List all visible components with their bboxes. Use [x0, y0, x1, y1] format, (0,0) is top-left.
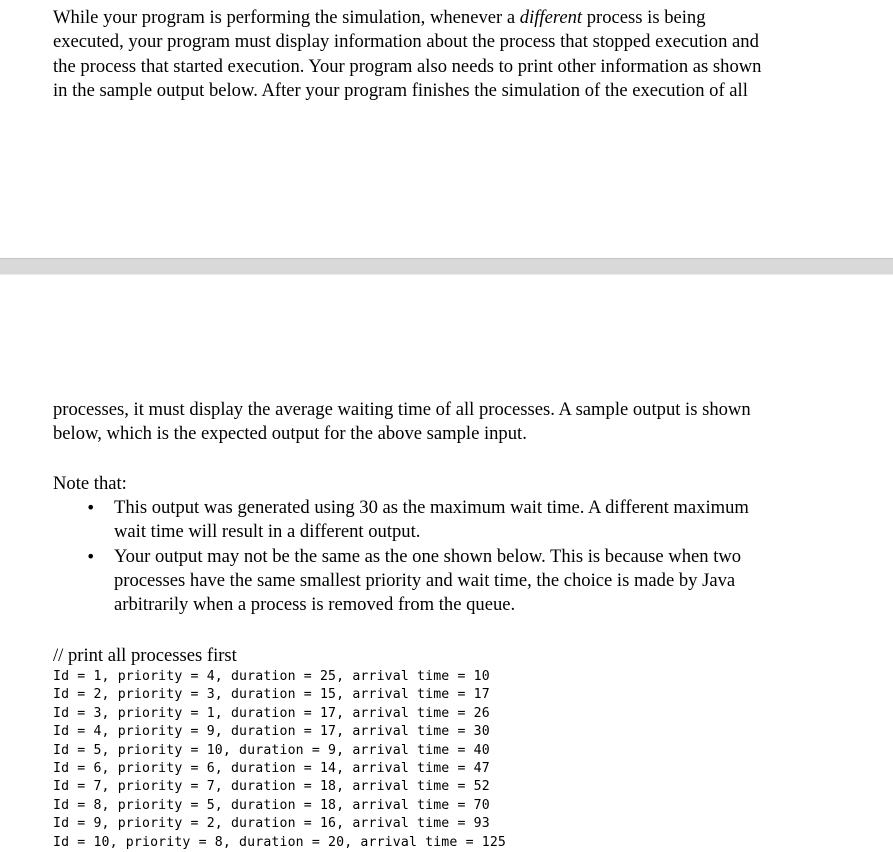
text-run: While your program is performing the simulation, whenever a — [53, 7, 520, 28]
code-line: Id = 4, priority = 9, duration = 17, arrival time = 30 — [53, 724, 490, 740]
bullet-line: wait time will result in a different output. — [114, 521, 421, 543]
note-label: Note that: — [53, 473, 127, 494]
paragraph-line: below, which is the expected output for the above sample input. — [53, 423, 527, 445]
code-line: Id = 10, priority = 8, duration = 20, arrival time = 125 — [53, 834, 507, 850]
bullet-marker: • — [86, 546, 96, 566]
code-line: Id = 7, priority = 7, duration = 18, arrival time = 52 — [53, 779, 490, 795]
code-line: Id = 9, priority = 2, duration = 16, arrival time = 93 — [53, 816, 490, 832]
text-run: process is being — [582, 7, 706, 28]
code-line: Id = 8, priority = 5, duration = 18, arrival time = 70 — [53, 797, 490, 813]
emphasized-word: different — [519, 7, 583, 28]
code-line: Id = 1, priority = 4, duration = 25, arrival time = 10 — [53, 669, 490, 684]
code-line: Id = 3, priority = 1, duration = 17, arrival time = 26 — [53, 705, 490, 721]
paragraph-line: in the sample output below. After your program finishes the simulation of the execution of all — [53, 79, 748, 101]
paragraph-line: processes, it must display the average waiting time of all processes. A sample output is shown — [53, 399, 751, 420]
code-comment: // print all processes first — [53, 645, 237, 666]
paragraph-line: the process that started execution. Your program also needs to print other information as shown — [53, 55, 762, 77]
code-line: Id = 5, priority = 10, duration = 9, arrival time = 40 — [53, 742, 490, 758]
bullet-line: arbitrarily when a process is removed from the queue. — [114, 594, 516, 616]
paragraph-simulation-output — [53, 6, 833, 103]
bullet-marker: • — [86, 498, 96, 517]
note-bullet-item — [53, 545, 853, 618]
code-line: Id = 6, priority = 6, duration = 14, arrival time = 47 — [53, 760, 490, 776]
page-separator — [0, 258, 893, 275]
code-line: Id = 2, priority = 3, duration = 15, arrival time = 17 — [53, 687, 490, 703]
paragraph-line: executed, your program must display information about the process that stopped execution and — [53, 31, 759, 53]
paragraph-line — [53, 6, 833, 30]
paragraph-average-waiting-time — [53, 398, 833, 447]
bullet-line: This output was generated using 30 as the maximum wait time. A different maximum — [114, 497, 749, 518]
bullet-line: Your output may not be the same as the one shown below. This is because when two — [114, 545, 742, 567]
sample-output-code — [53, 668, 506, 852]
note-bullet-item — [53, 496, 853, 545]
note-bullet-list — [53, 496, 853, 617]
bullet-line: processes have the same smallest priority and wait time, the choice is made by Java — [114, 569, 736, 591]
